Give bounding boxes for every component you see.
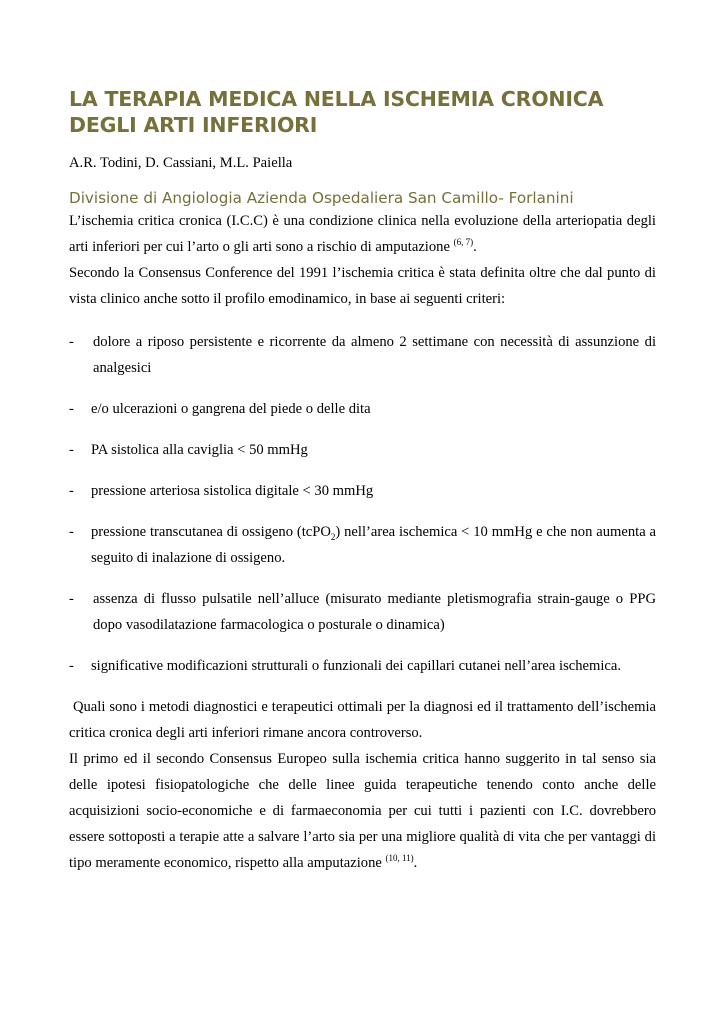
paragraph-end: . [473,239,477,255]
paragraph-question: Quali sono i metodi diagnostici e terapeutici ottimali per la diagnosi ed il trattamento dell’ischemia critica cronica degli arti inferiori rimane ancora controverso. [69,699,660,741]
criteria-item-text-part: pressione transcutanea di ossigeno (tcPO [91,524,331,540]
paragraph-end: . [413,855,418,871]
criteria-item-text: PA sistolica alla caviglia < 50 mmHg [91,442,308,458]
criteria-item-text: significative modificazioni strutturali o funzionali dei capillari cutanei nell’area ischemica. [91,658,622,674]
paragraph-definition-text: L’ischemia critica cronica (I.C.C) è una condizione clinica nella evoluzione della arteriopatia degli arti inferiori per cui l’arto o gli arti sono a rischio di amputazione [69,213,656,255]
list-dash: - [69,442,74,458]
paragraph-european-consensus [69,746,656,876]
criteria-item-text-part: ) nell’area ischemica < 10 mmHg e che non aumenta a seguito di inalazione di ossigeno. [91,524,656,566]
paragraph-definition [69,208,656,260]
criteria-item [69,437,656,463]
criteria-item [69,586,656,638]
criteria-item-text: dolore a riposo persistente e ricorrente da almeno 2 settimane con necessità di assunzione di analgesici [93,334,656,376]
paragraph-consensus: Secondo la Consensus Conference del 1991 l’ischemia critica è stata definita oltre che dal punto di vista clinico anche sotto il profilo emodinamico, in base ai seguenti criteri: [69,265,656,307]
criteria-item [69,329,656,381]
criteria-item [69,478,656,504]
list-dash: - [69,591,74,607]
criteria-item [69,653,656,679]
criteria-item [69,519,656,571]
criteria-item [69,396,656,422]
criteria-item-text [91,519,656,571]
list-dash: - [69,334,74,350]
criteria-item-text: e/o ulcerazioni o gangrena del piede o delle dita [91,401,371,417]
subscript-2: 2 [330,531,336,542]
criteria-item-text: assenza di flusso pulsatile nell’alluce (misurato mediante pletismografia strain-gauge o PPG dopo vasodilatazione farmacologica o posturale o dinamica) [93,591,656,633]
list-dash: - [69,483,74,499]
list-dash: - [69,401,74,417]
paragraph-european-consensus-text: Il primo ed il secondo Consensus Europeo sulla ischemia critica hanno suggerito in tal senso sia delle ipotesi fisiopatologiche che delle linee guida terapeutiche tenendo conto anche delle acquisizioni socio-economiche e di farmaeconomia per cui tutti i pazienti con I.C. dovrebbero essere sottoposti a terapie atte a salvare l’arto sia per una migliore qualità di vita che per vantaggi di tipo meramente economico, rispetto alla amputazione [69,751,656,871]
document-page [69,86,660,876]
citation-ref: (10, 11) [385,853,414,864]
list-dash: - [69,524,74,540]
document-title: LA TERAPIA MEDICA NELLA ISCHEMIA CRONICA DEGLI ARTI INFERIORI [69,87,604,137]
affiliation-heading: Divisione di Angiologia Azienda Ospedaliera San Camillo- Forlanini [69,189,574,207]
criteria-list [69,329,656,679]
list-dash: - [69,658,74,674]
authors-line: A.R. Todini, D. Cassiani, M.L. Paiella [69,155,293,171]
citation-ref: (6, 7) [453,237,474,248]
criteria-item-text: pressione arteriosa sistolica digitale < 30 mmHg [91,483,374,499]
